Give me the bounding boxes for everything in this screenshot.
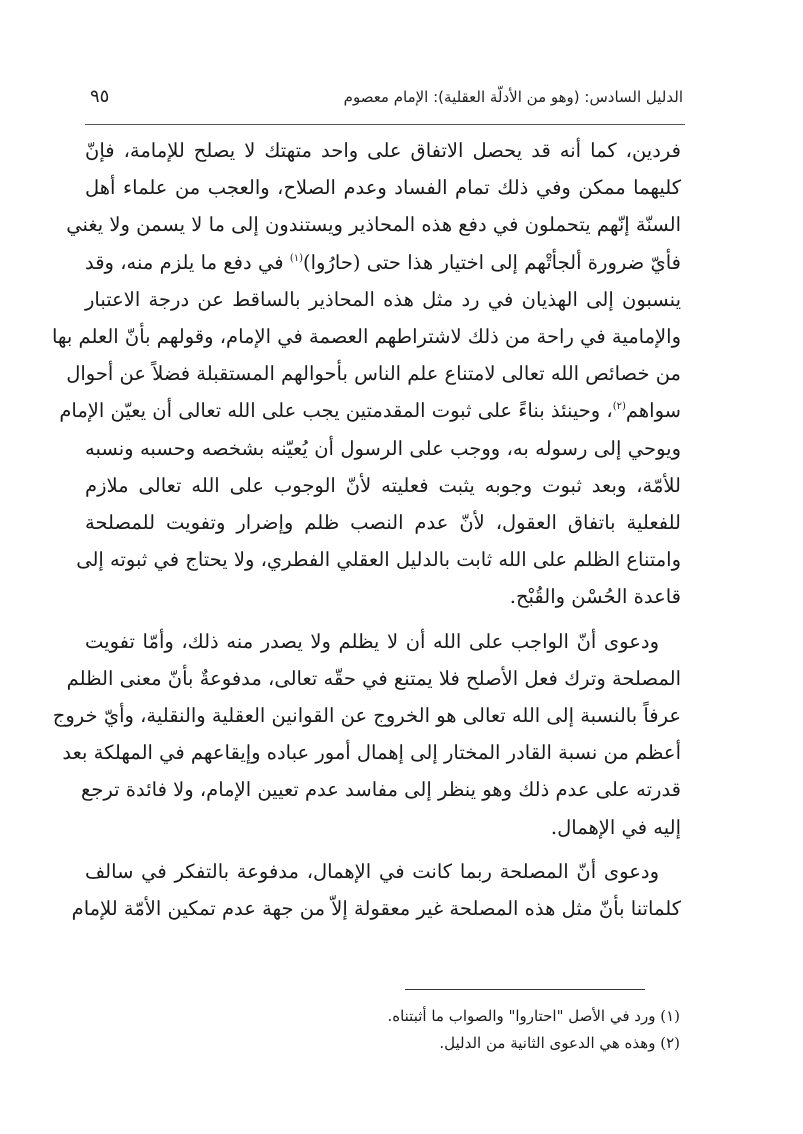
text-segment: فأيّ ضرورة ألجأتْهم إلى اختيار هذا حتى (حارُوا) <box>303 250 681 274</box>
text-line: قدرته على عدم ذلك وهو ينظر إلى مفاسد عدم تعيين الإمام، ولا فائدة ترجع <box>80 778 681 802</box>
text-line: عرفاً بالنسبة إلى الله تعالى هو الخروج عن القوانين العقلية والنقلية، وأيّ خروج <box>52 704 681 728</box>
page-number: ٩٥ <box>90 86 110 107</box>
paragraph-2 <box>52 623 681 846</box>
footnotes <box>300 1003 680 1057</box>
text-line: ودعوى أنّ الواجب على الله أن لا يظلم ولا يصدر منه ذلك، وأمّا تفويت <box>85 629 659 653</box>
text-line: السنّة إنّهم يتحملون في دفع هذه المحاذير ويستندون إلى ما لا يسمن ولا يغني <box>66 213 681 237</box>
text-line: كلماتنا بأنّ مثل هذه المصلحة غير معقولة إلاّ من جهة عدم تمكين الأمّة للإمام <box>71 897 681 921</box>
text-line: ينسبون إلى الهذيان في رد مثل هذه المحاذير بالساقط عن درجة الاعتبار <box>85 287 681 311</box>
text-line: ويوحي إلى رسوله به، ووجب على الرسول أن يُعيّنه بشخصه وحسبه ونسبه <box>85 436 681 460</box>
text-segment: سواهم <box>625 399 681 423</box>
footnote-divider <box>405 989 645 990</box>
footnote-1: (١) ورد في الأصل "احتاروا" والصواب ما أثبتناه. <box>387 1007 680 1025</box>
text-line: للفعلية باتفاق العقول، لأنّ عدم النصب ظلم وإضرار وتفويت للمصلحة <box>85 511 681 535</box>
footnote-ref-2[interactable]: (٢) <box>612 401 626 413</box>
footnote-ref-1[interactable]: (١) <box>289 252 304 264</box>
text-line <box>85 244 681 281</box>
page-header <box>85 84 685 118</box>
text-segment: في دفع ما يلزم منه، وقد <box>85 250 290 274</box>
text-line: فردين، كما أنه قد يحصل الاتفاق على واحد متهتك لا يصلح للإمامة، فإنّ <box>85 139 681 162</box>
body-text <box>51 132 681 927</box>
text-line <box>59 392 681 429</box>
running-title: الدليل السادس: (وهو من الأدلّة العقلية): الإمام معصوم <box>343 88 683 106</box>
text-line: والإمامية في راحة من ذلك لاشتراطهم العصمة في الإمام، وقولهم بأنّ العلم بها <box>51 325 681 349</box>
text-line: قاعدة الحُسْن والقُبْح. <box>509 585 681 609</box>
text-line: وامتناع الظلم على الله ثابت بالدليل العقلي الفطري، ولا يحتاج في ثبوته إلى <box>76 548 681 572</box>
text-line: كليهما ممكن وفي ذلك تمام الفساد وعدم الصلاح، والعجب من علماء أهل <box>85 176 681 200</box>
paragraph-1 <box>51 132 681 616</box>
footnote-2: (٢) وهذه هي الدعوى الثانية من الدليل. <box>439 1034 680 1052</box>
text-segment: ، وحينئذ بناءً على ثبوت المقدمتين يجب على الله تعالى أن يعيّن الإمام <box>59 399 613 423</box>
text-line: إليه في الإهمال. <box>550 815 681 839</box>
text-line: المصلحة وترك فعل الأصلح فلا يمتنع في حقّه تعالى، مدفوعةٌ بأنّ معنى الظلم <box>66 666 681 690</box>
paragraph-3 <box>71 853 681 927</box>
text-line: من خصائص الله تعالى لامتناع علم الناس بأحوالهم المستقبلة فضلاً عن أحوال <box>66 362 681 386</box>
text-line: أعظم من نسبة القادر المختار إلى إهمال أمور عباده وإيقاعهم في المهلكة بعد <box>62 741 681 765</box>
header-divider <box>85 124 685 125</box>
text-line: ودعوى أنّ المصلحة ربما كانت في الإهمال، مدفوعة بالتفكر في سالف <box>85 859 659 883</box>
text-line: للأمّة، وبعد ثبوت وجوبه يثبت فعليته لأنّ الوجوب على الله تعالى ملازم <box>85 473 681 497</box>
